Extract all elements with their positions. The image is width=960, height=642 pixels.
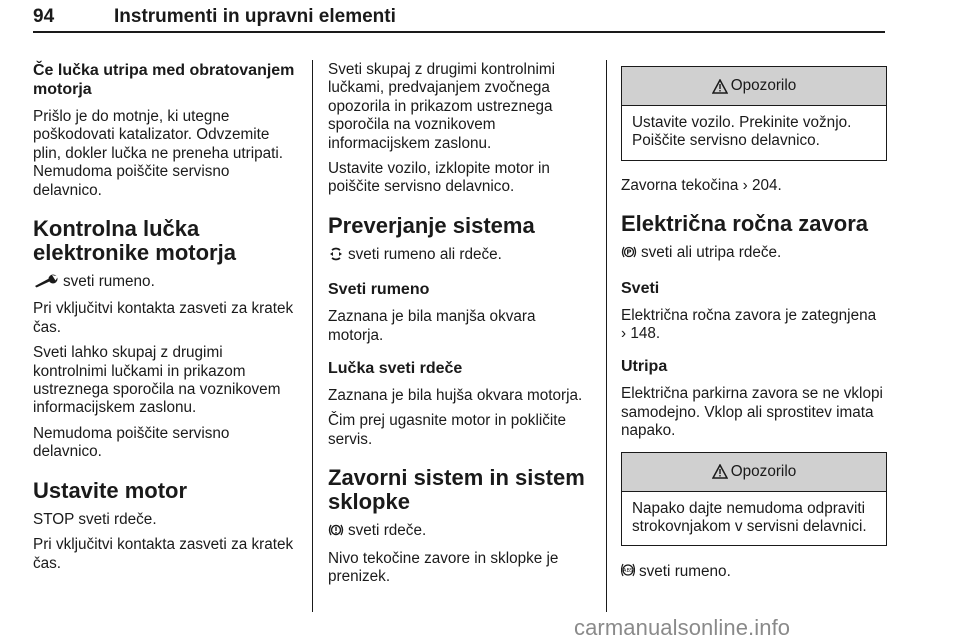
- warning-header-1: [622, 67, 886, 106]
- text-stop-1: STOP sveti rdeče.: [33, 510, 157, 528]
- text-yellow: Zaznana je bila manjša okvara motorja.: [328, 308, 536, 344]
- text-brake-2: Nivo tekočine zavore in sklopke je prenizek.: [328, 549, 559, 586]
- brake-warning-icon: [328, 523, 344, 542]
- svg-text:P: P: [626, 248, 632, 257]
- warning-body-1: Ustavite vozilo. Prekinite vožnjo. Poiščite servisno delavnico.: [632, 114, 852, 150]
- parking-brake-icon: [621, 245, 637, 264]
- text-red-2: Čim prej ugasnite motor in pokličite servis.: [328, 412, 567, 448]
- heading-blinks: Utripa: [621, 358, 668, 376]
- warning-title-1: Opozorilo: [730, 77, 797, 94]
- text-brake-fluid: Zavorna tekočina › 204.: [621, 176, 782, 194]
- warning-body-2: Napako dajte nemudoma odpraviti strokovnjakom v servisni delavnici.: [632, 499, 867, 536]
- text-engine-2: Sveti lahko skupaj z drugimi kontrolnimi lučkami in prikazom ustreznega sporočila na voznikovem informacijskem zaslonu.: [33, 344, 281, 417]
- heading-brake-clutch: Zavorni sistem in sistem sklopke: [328, 465, 585, 515]
- column-divider-2: [606, 60, 607, 612]
- system-check-icon: [328, 247, 344, 266]
- heading-yellow: Sveti rumeno: [328, 281, 430, 299]
- text-on: Električna ročna zavora je zategnjena › 148.: [621, 306, 877, 343]
- warning-box-1: [621, 66, 887, 161]
- column-middle: [328, 61, 590, 594]
- page-header: [33, 4, 885, 34]
- text-blink: Prišlo je do motnje, ki utegne poškodovati katalizator. Odvzemite plin, dokler lučka ne preneha utripati. Nemudoma poiščite servisno delavnico.: [33, 108, 284, 199]
- svg-text:ABS: ABS: [623, 568, 633, 575]
- page-title: Instrumenti in upravni elementi: [114, 6, 396, 27]
- text-middle-2: Ustavite vozilo, izklopite motor in poiščite servisno delavnico.: [328, 160, 550, 196]
- heading-engine-electronics: Kontrolna lučka elektronike motorja: [33, 216, 236, 266]
- column-left: [33, 61, 295, 580]
- column-right: [621, 66, 887, 591]
- warning-title-2: Opozorilo: [730, 462, 797, 480]
- heading-electric-parking-brake: Električna ročna zavora: [621, 211, 869, 237]
- reference-arrow-icon: ›: [742, 176, 748, 194]
- warning-header-2: [622, 453, 886, 492]
- abs-icon: [621, 562, 635, 583]
- text-red-1: Zaznana je bila hujša okvara motorja.: [328, 387, 583, 405]
- text-engine-3: Nemudoma poiščite servisno delavnico.: [33, 424, 230, 461]
- text-epb-icon: P sveti ali utripa rdeče.: [621, 244, 887, 264]
- heading-system-check: Preverjanje sistema: [328, 212, 535, 238]
- text-last-icon: ABS sveti rumeno.: [621, 562, 887, 583]
- reference-arrow-icon: ›: [621, 325, 627, 343]
- text-system-icon: sveti rumeno ali rdeče.: [328, 246, 590, 266]
- text-stop-2: Pri vključitvi kontakta zasveti za kratek čas.: [33, 536, 294, 572]
- column-divider-1: [312, 60, 313, 612]
- ref-fluid-page: 204.: [751, 176, 782, 194]
- header-rule: [33, 31, 885, 33]
- wrench-icon: [33, 274, 59, 293]
- heading-red: Lučka sveti rdeče: [328, 360, 463, 378]
- text-middle-1: Sveti skupaj z drugimi kontrolnimi lučkami, predvajanjem zvočnega opozorila in prikazom ustreznega sporočila na voznikovem informacijskem zaslonu.: [328, 61, 555, 152]
- text-blinks: Električna parkirna zavora se ne vklopi samodejno. Vklop ali sprostitev imata napako.: [621, 385, 883, 440]
- text-engine-icon: sveti rumeno.: [33, 273, 295, 293]
- ref-on-page: 148.: [630, 325, 661, 343]
- heading-on: Sveti: [621, 279, 660, 297]
- text-engine-1: Pri vključitvi kontakta zasveti za kratek čas.: [33, 300, 294, 336]
- heading-stop: Ustavite motor: [33, 477, 188, 503]
- heading-blink: Če lučka utripa med obratovanjem motorja: [33, 62, 295, 98]
- watermark: carmanualsonline.info: [574, 615, 791, 640]
- warning-box-2: [621, 452, 887, 547]
- page-number: 94: [33, 6, 55, 27]
- warning-triangle-icon: [712, 464, 728, 479]
- warning-triangle-icon: [712, 79, 728, 94]
- text-brake-icon: sveti rdeče.: [328, 522, 590, 542]
